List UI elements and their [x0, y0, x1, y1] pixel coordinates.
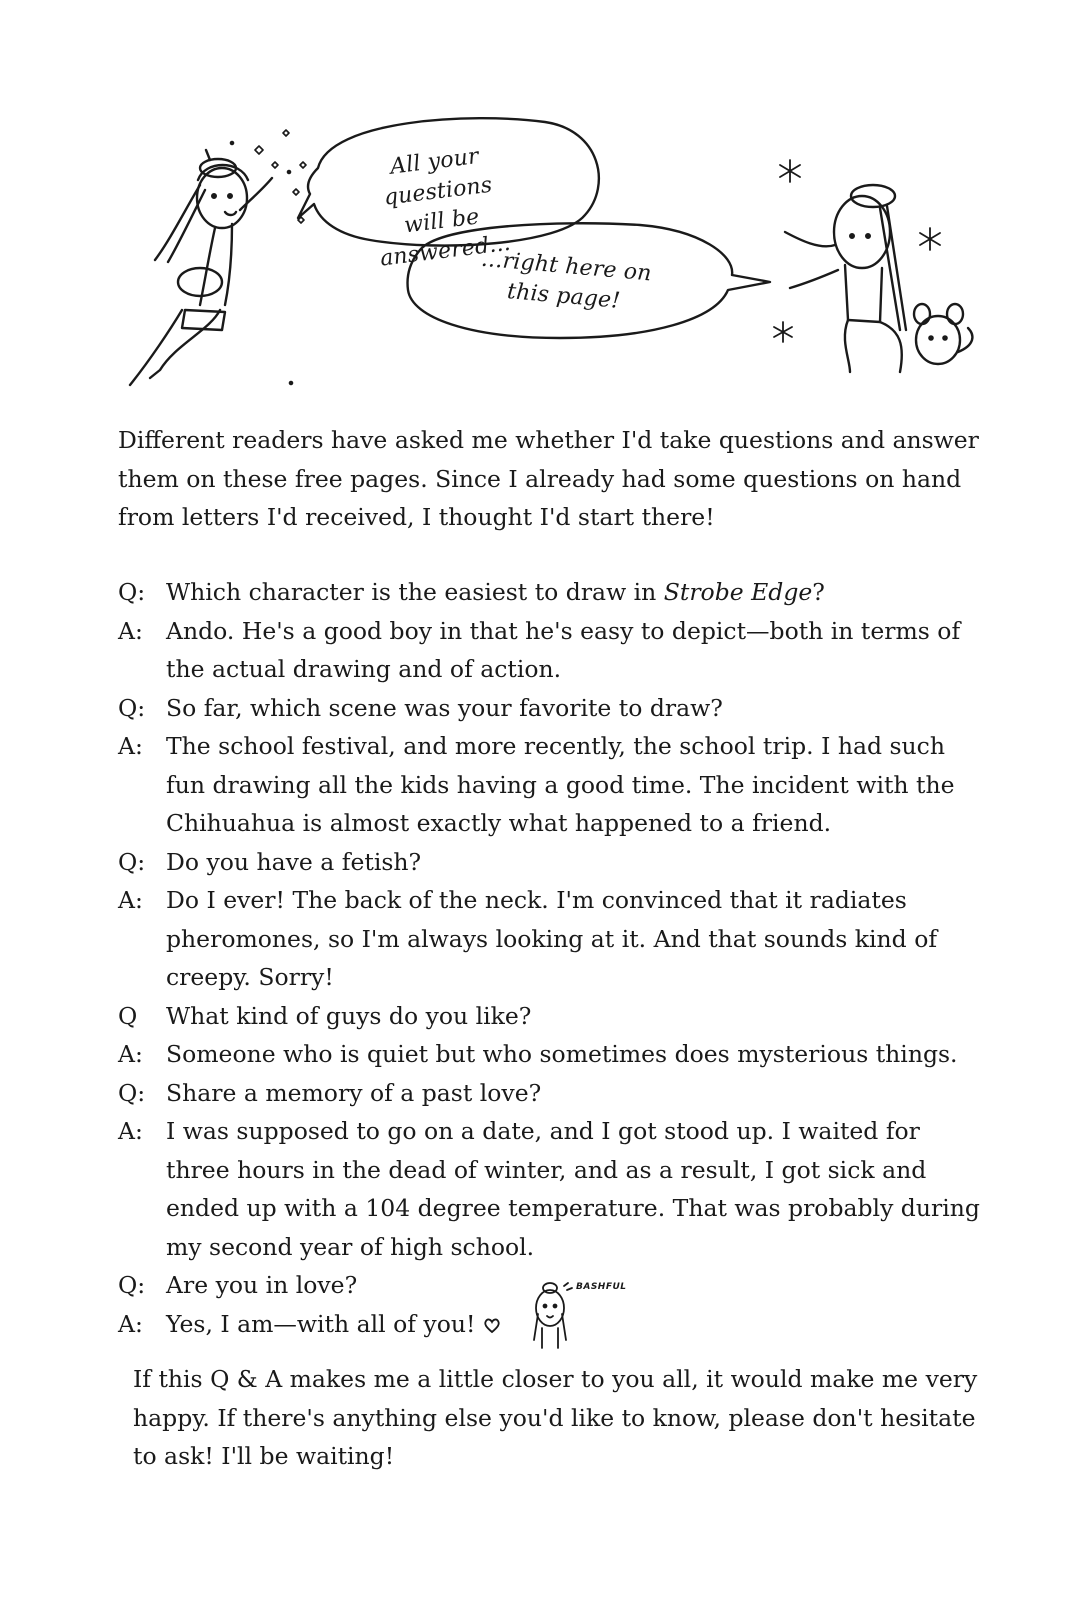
bubble-line: All your questions — [382, 144, 494, 211]
qa-text-part: Which character is the easiest to draw in — [166, 578, 664, 606]
chinchilla-icon — [914, 304, 972, 364]
qa-tag: A: — [118, 1309, 143, 1338]
title-italic: Strobe Edge — [663, 578, 813, 606]
qa-item — [118, 689, 988, 728]
qa-text: Do I ever! The back of the neck. I'm convinced that it radiates pheromones, so I'm always looking at it. And that sounds kind of creepy. Sorry! — [166, 886, 938, 991]
qa-tag: A: — [118, 1117, 143, 1145]
qa-item — [118, 612, 988, 689]
qa-text: Are you in love? — [166, 1271, 358, 1299]
bubble-line: this page! — [506, 279, 622, 314]
qa-tag: Q: — [118, 1078, 146, 1107]
qa-tag: Q: — [118, 847, 146, 876]
qa-text-part: Yes, I am—with all of you! — [166, 1309, 476, 1338]
qa-item — [118, 1074, 988, 1113]
qa-tag: Q — [118, 1001, 138, 1030]
qa-text: So far, which scene was your favorite to draw? — [166, 693, 723, 722]
qa-text: Share a memory of a past love? — [166, 1078, 542, 1107]
qa-text: Ando. He's a good boy in that he's easy to depict—both in terms of the actual drawing and of action. — [166, 616, 961, 683]
qa-item — [118, 727, 988, 843]
qa-tag: A: — [118, 732, 143, 760]
qa-list — [118, 573, 988, 1343]
bubble-line: will be answered... — [378, 204, 513, 272]
qa-text — [166, 573, 988, 612]
heart-icon — [483, 1318, 501, 1334]
qa-item — [118, 1035, 988, 1074]
bubble-line: ...right here on — [480, 246, 653, 287]
qa-text: I was supposed to go on a date, and I got stood up. I waited for three hours in the dead of winter, and as a result, I got sick and ended up with a 104 degree temperature. That was probably during my second year of high school. — [166, 1117, 980, 1261]
qa-tag: A: — [118, 886, 143, 914]
qa-tag: Q: — [118, 578, 146, 606]
qa-item — [118, 1112, 988, 1266]
qa-item — [118, 997, 988, 1036]
girl-kneeling-icon — [785, 185, 906, 372]
qa-tag: A: — [118, 616, 143, 645]
bashful-label: BASHFUL — [576, 1282, 627, 1292]
girl-jumping-icon — [130, 150, 272, 385]
qa-text: Someone who is quiet but who sometimes does mysterious things. — [166, 1040, 958, 1068]
intro-paragraph: Different readers have asked me whether I'd take questions and answer them on these free pages. Since I already had some questions on hand from letters I'd received, I thought I'd start there! — [118, 426, 979, 531]
qa-item — [118, 843, 988, 882]
qa-item — [118, 881, 988, 997]
qa-tag: Q: — [118, 1271, 146, 1299]
qa-tag: A: — [118, 1040, 143, 1068]
qa-text-part: ? — [812, 578, 825, 606]
qa-tag: Q: — [118, 693, 146, 722]
qa-text: What kind of guys do you like? — [166, 1001, 532, 1030]
qa-text: Do you have a fetish? — [166, 847, 422, 876]
qa-text: The school festival, and more recently, the school trip. I had such fun drawing all the kids having a good time. The incident with the Chihuahua is almost exactly what happened to a friend. — [166, 732, 955, 837]
closing-paragraph: If this Q & A makes me a little closer to you all, it would make me very happy. If there's anything else you'd like to know, please don't hesitate to ask! I'll be waiting! — [133, 1365, 978, 1470]
sparkles-left — [231, 130, 307, 385]
qa-item — [118, 573, 988, 612]
